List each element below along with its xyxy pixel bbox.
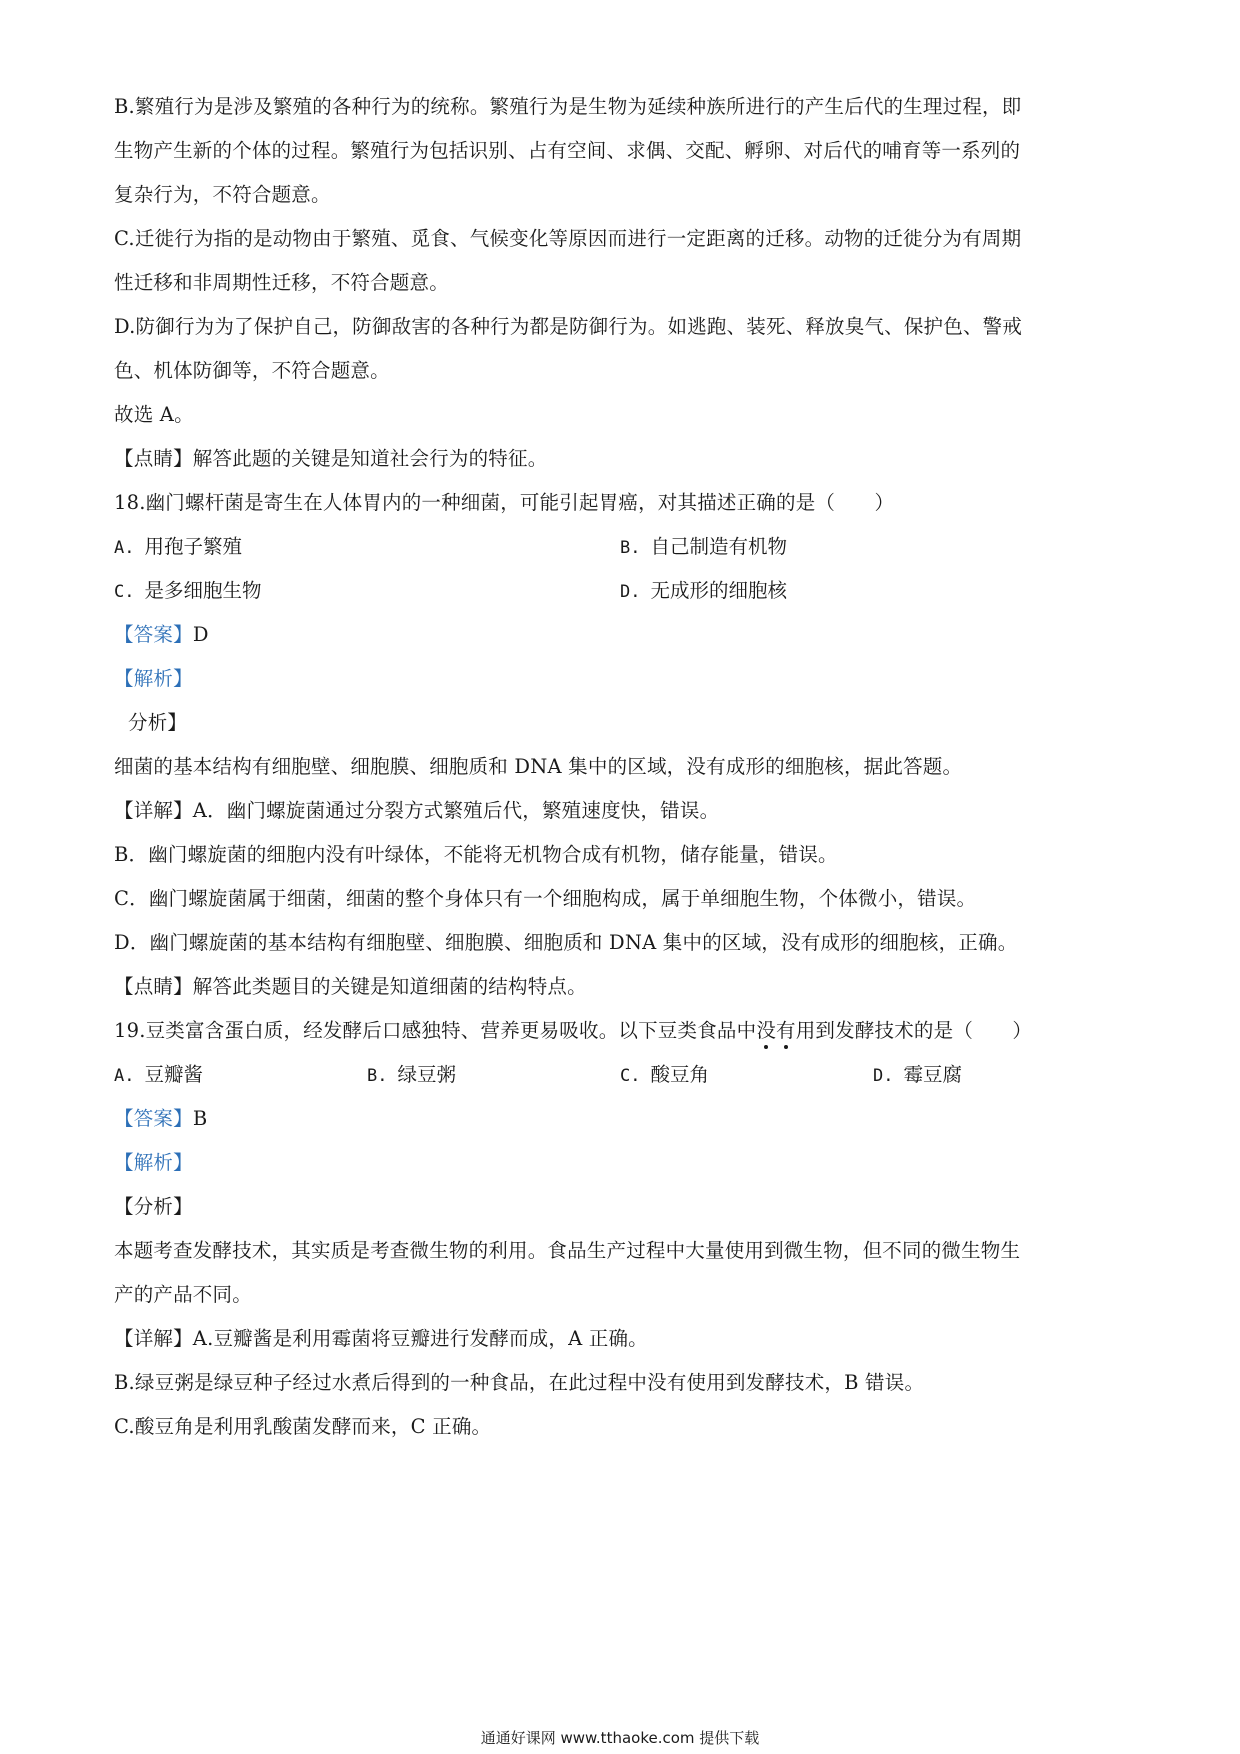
jiexi-tag: 【解析】 — [114, 1151, 193, 1174]
q19-option-b — [367, 1062, 456, 1089]
q19-detail: C.酸豆角是利用乳酸菌发酵而来，C 正确。 — [114, 1415, 492, 1438]
q18-answer — [114, 622, 1134, 648]
option-letter: B. — [620, 538, 641, 558]
option-letter: A. — [114, 538, 135, 558]
q18-fenxi-tag: 分析】 — [128, 711, 188, 734]
q18-detail: 【详解】A．幽门螺旋菌通过分裂方式繁殖后代，繁殖速度快，错误。 — [114, 799, 720, 822]
option-text: 是多细胞生物 — [144, 579, 262, 602]
question-19-stem — [114, 1018, 1134, 1044]
q19-fenxi-tag: 【分析】 — [114, 1195, 193, 1218]
paragraph-line: C.迁徙行为指的是动物由于繁殖、觅食、气候变化等原因而进行一定距离的迁移。动物的迁徙分为有周期 — [114, 227, 1022, 250]
option-letter: B. — [367, 1066, 388, 1086]
option-letter: D. — [873, 1066, 894, 1086]
q19-option-c — [620, 1062, 709, 1089]
page-footer: 通通好课网 www.tthaoke.com 提供下载 — [480, 1729, 760, 1747]
q18-detail: C．幽门螺旋菌属于细菌，细菌的整个身体只有一个细胞构成，属于单细胞生物，个体微小，错误。 — [114, 887, 977, 910]
option-letter: C. — [620, 1066, 641, 1086]
q18-option-d — [620, 578, 787, 605]
question-18-stem: 18.幽门螺杆菌是寄生在人体胃内的一种细菌，可能引起胃癌，对其描述正确的是（ ） — [114, 491, 895, 514]
paragraph-line: 性迁移和非周期性迁移，不符合题意。 — [114, 271, 449, 294]
option-text: 豆瓣酱 — [144, 1063, 203, 1086]
answer-tag: 【答案】 — [114, 623, 193, 646]
conclusion-line: 故选 A。 — [114, 403, 194, 426]
option-text: 霉豆腐 — [903, 1063, 962, 1086]
q19-fenxi: 产的产品不同。 — [114, 1283, 252, 1306]
option-text: 无成形的细胞核 — [650, 579, 787, 602]
q19-detail: B.绿豆粥是绿豆种子经过水煮后得到的一种食品，在此过程中没有使用到发酵技术，B 错误。 — [114, 1371, 925, 1394]
paragraph-line: D.防御行为为了保护自己，防御敌害的各种行为都是防御行为。如逃跑、装死、释放臭气、保护色、警戒 — [114, 315, 1023, 338]
option-letter: A. — [114, 1066, 135, 1086]
q18-fenxi: 细菌的基本结构有细胞壁、细胞膜、细胞质和 DNA 集中的区域，没有成形的细胞核，据此答题。 — [114, 755, 963, 778]
dianjing-line: 【点睛】解答此题的关键是知道社会行为的特征。 — [114, 447, 548, 470]
paragraph-line: 复杂行为，不符合题意。 — [114, 183, 331, 206]
q18-detail: B．幽门螺旋菌的细胞内没有叶绿体，不能将无机物合成有机物，储存能量，错误。 — [114, 843, 838, 866]
q18-option-a — [114, 534, 242, 561]
q19-detail: 【详解】A.豆瓣酱是利用霉菌将豆瓣进行发酵而成，A 正确。 — [114, 1327, 648, 1350]
option-letter: C. — [114, 582, 135, 602]
option-text: 用孢子繁殖 — [144, 535, 242, 558]
q18-option-c — [114, 578, 262, 605]
paragraph-line: B.繁殖行为是涉及繁殖的各种行为的统称。繁殖行为是生物为延续种族所进行的产生后代的生理过程，即 — [114, 95, 1022, 118]
option-text: 自己制造有机物 — [650, 535, 787, 558]
q19-jiexi — [114, 1150, 1134, 1176]
stem-text: 用到发酵技术的是（ ） — [795, 1019, 1033, 1042]
answer-value: B — [192, 1107, 208, 1130]
q18-detail: D．幽门螺旋菌的基本结构有细胞壁、细胞膜、细胞质和 DNA 集中的区域，没有成形的细胞核，正确。 — [114, 931, 1018, 954]
q18-jiexi — [114, 666, 1134, 692]
paragraph-line: 色、机体防御等，不符合题意。 — [114, 359, 390, 382]
stem-text: 19.豆类富含蛋白质，经发酵后口感独特、营养更易吸收。以下豆类食品中 — [114, 1019, 757, 1042]
option-letter: D. — [620, 582, 641, 602]
q19-fenxi: 本题考查发酵技术，其实质是考查微生物的利用。食品生产过程中大量使用到微生物，但不同的微生物生 — [114, 1239, 1021, 1262]
emphasis-char: 没 — [756, 1019, 777, 1042]
jiexi-tag: 【解析】 — [114, 667, 193, 690]
q19-option-d — [873, 1062, 962, 1089]
emphasis-char: 有 — [776, 1019, 796, 1042]
q19-option-a — [114, 1062, 203, 1089]
paragraph-line: 生物产生新的个体的过程。繁殖行为包括识别、占有空间、求偶、交配、孵卵、对后代的哺育等一系列的 — [114, 139, 1021, 162]
option-text: 绿豆粥 — [397, 1063, 456, 1086]
q18-dianjing: 【点睛】解答此类题目的关键是知道细菌的结构特点。 — [114, 975, 587, 998]
option-text: 酸豆角 — [650, 1063, 709, 1086]
q18-option-b — [620, 534, 787, 561]
q19-answer — [114, 1106, 1134, 1132]
answer-tag: 【答案】 — [114, 1107, 193, 1130]
answer-value: D — [192, 623, 209, 646]
